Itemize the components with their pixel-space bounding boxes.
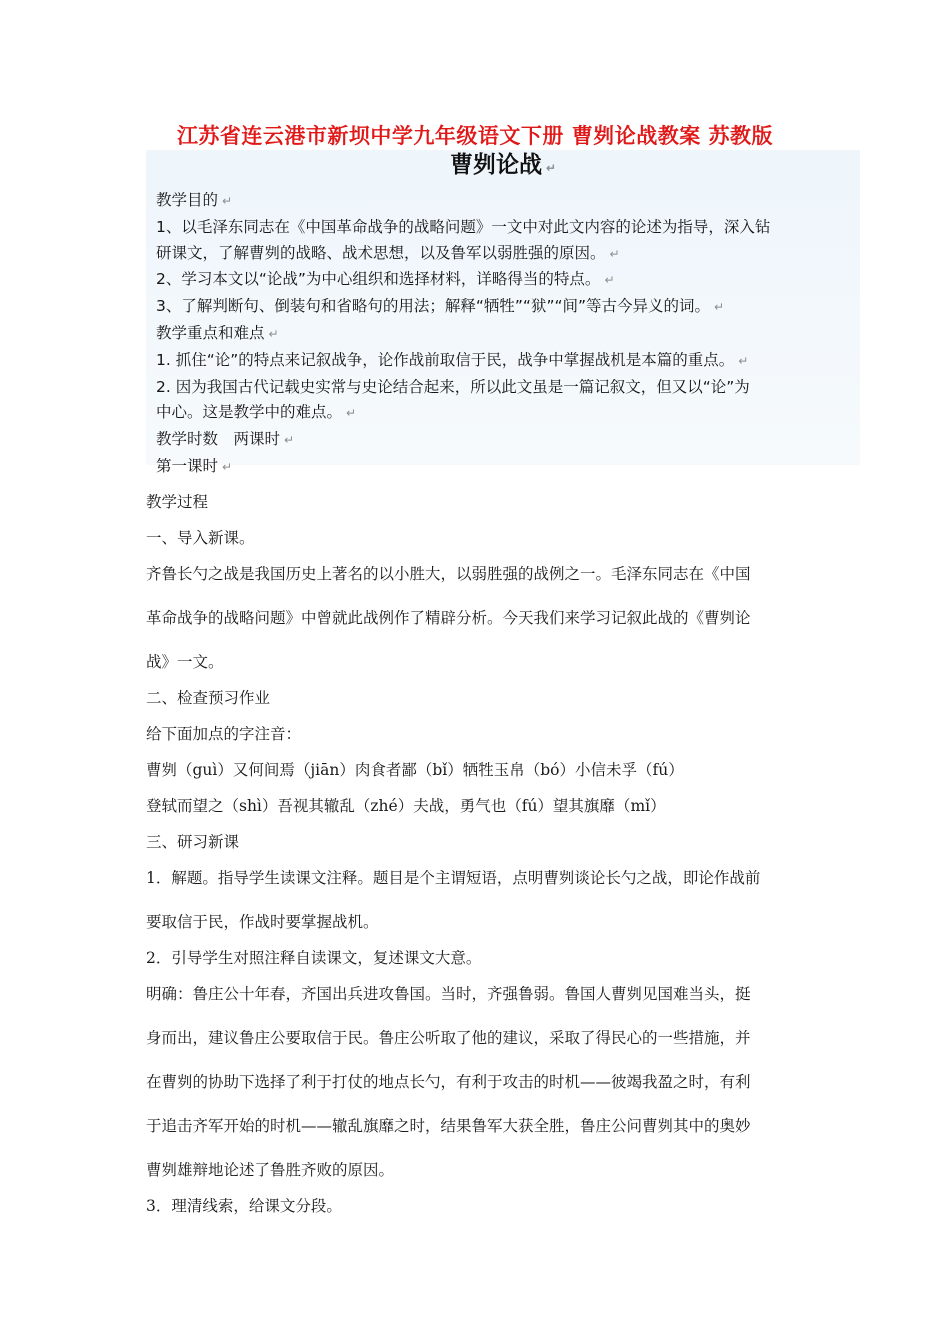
paragraph-line: 曹刿雄辩地论述了鲁胜齐败的原因。 — [146, 1161, 395, 1179]
teaching-objectives-block — [156, 188, 856, 481]
paragraph-line: 要取信于民，作战时要掌握战机。 — [146, 913, 379, 931]
pinyin-line: 曹刿（guì）又何间焉（jiān）肉食者鄙（bǐ）牺牲玉帛（bó）小信未孚（fú） — [146, 761, 684, 779]
paragraph-line: 3．理清线索，给课文分段。 — [146, 1197, 342, 1215]
scan-line: 1、以毛泽东同志在《中国革命战争的战略问题》一文中对此文内容的论述为指导，深入钻 — [156, 217, 771, 236]
paragraph-line: 革命战争的战略问题》中曾就此战例作了精辟分析。今天我们来学习记叙此战的《曹刿论 — [146, 609, 751, 627]
return-mark-icon: ↵ — [545, 161, 557, 175]
scan-line: 教学目的 ↵ — [156, 191, 233, 209]
scan-line: 中心。这是教学中的难点。 ↵ — [156, 403, 357, 422]
scan-line: 3、了解判断句、倒装句和省略句的用法；解释“牺牲”“狱”“间”等古今异义的词。 ↵ — [156, 297, 725, 316]
paragraph-line: 战》一文。 — [146, 653, 224, 671]
section-heading: 教学过程 — [146, 493, 209, 511]
paragraph-line: 明确：鲁庄公十年春，齐国出兵进攻鲁国。当时，齐强鲁弱。鲁国人曹刿见国难当头，挺 — [146, 985, 751, 1003]
return-mark-icon: ↵ — [222, 194, 233, 208]
pinyin-line: 登轼而望之（shì）吾视其辙乱（zhé）夫战，勇气也（fú）望其旗靡（mǐ） — [146, 797, 666, 815]
return-mark-icon: ↵ — [609, 246, 620, 261]
return-mark-icon: ↵ — [604, 273, 615, 288]
scan-line: 教学时数 两课时 ↵ — [156, 430, 295, 449]
scan-line: 2、学习本文以“论战”为中心组织和选择材料，详略得当的特点。 ↵ — [156, 270, 615, 289]
return-mark-icon: ↵ — [346, 406, 357, 421]
paragraph-line: 齐鲁长勺之战是我国历史上著名的以小胜大，以弱胜强的战例之一。毛泽东同志在《中国 — [146, 565, 751, 583]
paragraph-line: 给下面加点的字注音： — [146, 725, 302, 743]
scan-line: 1. 抓住“论”的特点来记叙战争，论作战前取信于民，战争中掌握战机是本篇的重点。 ↵ — [156, 350, 749, 369]
return-mark-icon: ↵ — [222, 459, 233, 474]
scan-line: 教学重点和难点 ↵ — [156, 323, 279, 342]
paragraph-line: 2．引导学生对照注释自读课文，复述课文大意。 — [146, 949, 482, 967]
return-mark-icon: ↵ — [738, 353, 749, 368]
return-mark-icon: ↵ — [284, 433, 295, 448]
paragraph-line: 在曹刿的协助下选择了利于打仗的地点长勺，有利于攻击的时机——彼竭我盈之时，有利 — [146, 1073, 751, 1091]
section-heading: 三、研习新课 — [146, 833, 240, 851]
return-mark-icon: ↵ — [714, 300, 725, 315]
lesson-title: 曹刿论战 ↵ — [449, 152, 557, 178]
scan-line: 第一课时 ↵ — [156, 456, 233, 475]
scanned-lesson-header — [146, 150, 860, 475]
section-heading: 一、导入新课。 — [146, 529, 255, 547]
scan-line: 2. 因为我国古代记载史实常与史论结合起来，所以此文虽是一篇记叙文，但又以“论”为 — [156, 377, 750, 396]
paragraph-line: 1．解题。指导学生读课文注释。题目是个主谓短语，点明曹刿谈论长勺之战，即论作战前 — [146, 869, 761, 887]
paragraph-line: 于追击齐军开始的时机——辙乱旗靡之时，结果鲁军大获全胜，鲁庄公问曹刿其中的奥妙 — [146, 1117, 751, 1135]
lesson-body — [146, 488, 812, 1228]
return-mark-icon: ↵ — [268, 326, 279, 341]
section-heading: 二、检查预习作业 — [146, 689, 271, 707]
paragraph-line: 身而出，建议鲁庄公要取信于民。鲁庄公听取了他的建议，采取了得民心的一些措施，并 — [146, 1029, 751, 1047]
page-title: 江苏省连云港市新坝中学九年级语文下册 曹刿论战教案 苏教版 — [176, 124, 774, 148]
scan-line: 研课文，了解曹刿的战略、战术思想，以及鲁军以弱胜强的原因。 ↵ — [156, 243, 620, 262]
